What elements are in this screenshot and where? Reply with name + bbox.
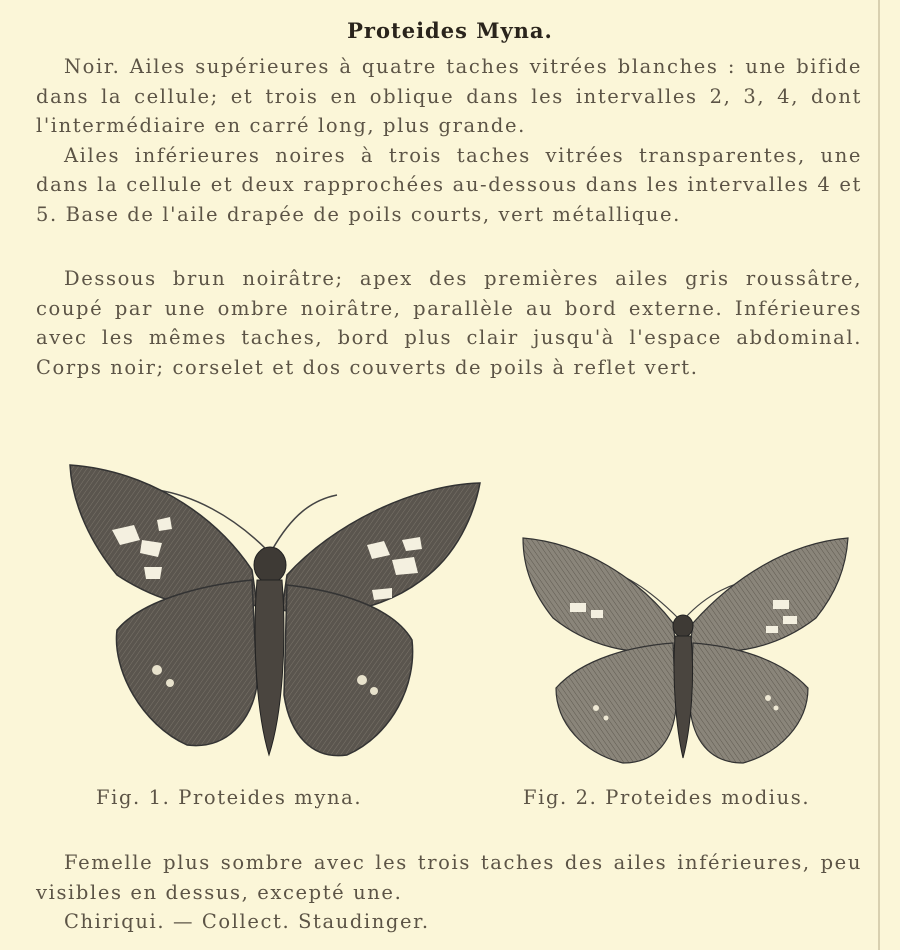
figure-2-caption: Fig. 2. Proteides modius. (523, 786, 811, 809)
paragraph-upper-wings: Noir. Ailes supérieures à quatre taches vitrées blanches : une bifide dans la cellule; et trois en oblique dans les intervalles 2, 3, 4, dont l'intermédiaire en carré long, plus grande. (36, 55, 862, 137)
paragraph-female: Femelle plus sombre avec les trois taches des ailes inférieures, peu visibles en dessus, excepté une. (36, 851, 862, 904)
paragraph-locality: Chiriqui. — Collect. Staudinger. (64, 910, 430, 933)
figure-1-caption: Fig. 1. Proteides myna. (96, 786, 363, 809)
figure-1-butterfly (62, 455, 487, 765)
paragraph-lower-wings: Ailes inférieures noires à trois taches vitrées transparentes, une dans la cellule et deux rapprochées au-dessous dans les intervalles 4 et 5. Base de l'aile drapée de poils courts, vert métallique. (36, 143, 862, 226)
description-block (36, 52, 862, 229)
figure-2-butterfly (518, 528, 853, 768)
species-title: Proteides Myna. (347, 18, 553, 43)
closing-block (36, 848, 862, 937)
underside-block (36, 264, 862, 382)
paragraph-underside: Dessous brun noirâtre; apex des premières ailes gris roussâtre, coupé par une ombre noirâtre, parallèle au bord externe. Inférieures avec les mêmes taches, bord plus clair jusqu'à l'espace abdominal. Corps noir; corselet et dos couverts de poils à reflet vert. (36, 267, 862, 379)
page-edge-line (878, 0, 880, 950)
